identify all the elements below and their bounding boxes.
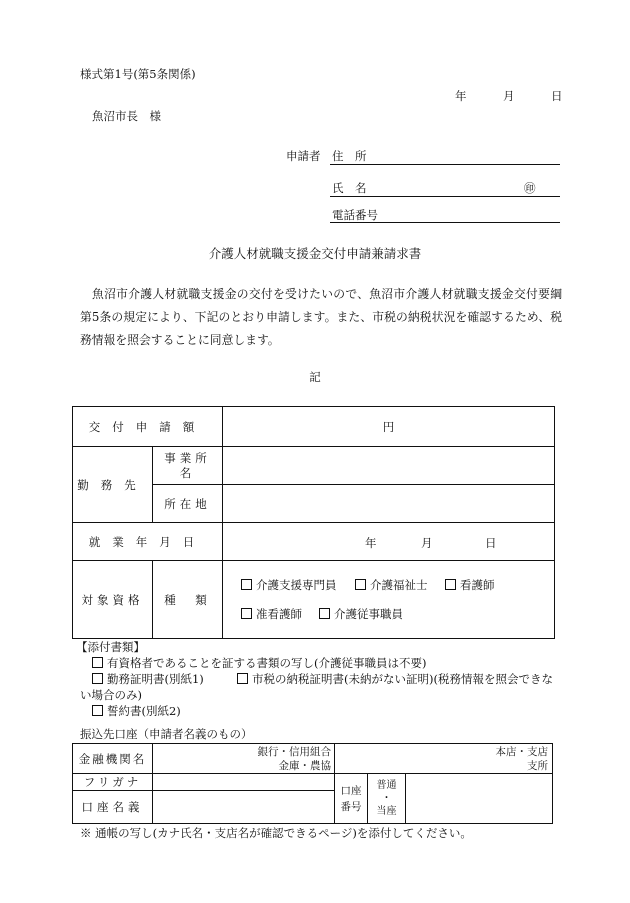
qualification-options xyxy=(223,561,555,639)
attachment-item-3[interactable]: 市税の納税証明書(未納がない証明)(税務情報を照会できない場合のみ) xyxy=(80,672,553,702)
account-type-field[interactable]: 普通 ・ 当座 xyxy=(368,774,406,824)
phone-field[interactable] xyxy=(330,222,560,223)
ki-mark: 記 xyxy=(309,370,321,384)
name-field[interactable] xyxy=(330,196,560,197)
option-assistant-nurse[interactable]: 准看護師 xyxy=(241,606,302,622)
emp-day: 日 xyxy=(485,536,497,550)
option-care-staff[interactable]: 介護従事職員 xyxy=(319,606,403,622)
date-day: 日 xyxy=(551,89,563,103)
account-number-field[interactable] xyxy=(406,774,553,824)
applicant-label: 申請者 xyxy=(286,149,321,163)
attachment-item-2[interactable]: 勤務証明書(別紙1) xyxy=(92,671,204,687)
qualification-label: 対象資格 xyxy=(73,561,153,639)
checkbox-icon xyxy=(237,673,248,684)
amount-label: 交付申請額 xyxy=(73,407,223,447)
account-number-label: 口座 番号 xyxy=(335,774,368,824)
document-title: 介護人材就職支援金交付申請兼請求書 xyxy=(208,246,422,261)
option-care-worker[interactable]: 介護福祉士 xyxy=(355,577,428,593)
addressee: 魚沼市長 様 xyxy=(92,109,161,123)
checkbox-icon xyxy=(241,608,252,619)
checkbox-icon xyxy=(445,579,456,590)
emp-year: 年 xyxy=(365,536,377,550)
branch-types-1: 本店・支店 xyxy=(495,745,548,758)
attachments-header: 【添付書類】 xyxy=(76,640,145,654)
checkbox-icon xyxy=(319,608,330,619)
office-name-field[interactable] xyxy=(223,447,555,485)
workplace-label: 勤務先 xyxy=(73,447,153,523)
amount-field[interactable] xyxy=(223,407,555,447)
phone-label: 電話番号 xyxy=(332,208,378,222)
furigana-label: フリガナ xyxy=(73,774,153,791)
seal-mark: ㊞ xyxy=(524,181,536,195)
option-nurse[interactable]: 看護師 xyxy=(445,577,495,593)
checkbox-icon xyxy=(241,579,252,590)
bank-header: 振込先口座（申請者名義のもの） xyxy=(80,727,253,741)
body-text: 魚沼市介護人材就職支援金の交付を受けたいので、魚沼市介護人材就職支援金交付要綱第5条の規定により、下記のとおり申請します。また、市税の納税状況を確認するため、税務情報を照会することに同意します。 xyxy=(80,287,562,347)
address-field[interactable] xyxy=(330,164,560,165)
emp-month: 月 xyxy=(421,536,433,550)
branch-field[interactable] xyxy=(335,744,553,774)
amount-unit: 円 xyxy=(382,419,395,434)
address-label: 住 所 xyxy=(332,149,367,163)
office-name-label: 事業所名 xyxy=(153,447,223,485)
date-month: 月 xyxy=(503,89,515,103)
name-label: 氏 名 xyxy=(332,181,367,195)
employment-date-label: 就業年月日 xyxy=(73,523,223,561)
location-field[interactable] xyxy=(223,485,555,523)
checkbox-icon xyxy=(92,705,103,716)
checkbox-icon xyxy=(92,657,103,668)
form-number: 様式第1号(第5条関係) xyxy=(80,67,196,81)
furigana-field[interactable] xyxy=(153,774,335,791)
employment-date-field[interactable] xyxy=(223,523,555,561)
branch-types-2: 支所 xyxy=(527,759,548,772)
option-care-manager[interactable]: 介護支援専門員 xyxy=(241,577,337,593)
institution-field[interactable] xyxy=(153,744,335,774)
inst-types-2: 金庫・農協 xyxy=(278,759,331,772)
type-label: 種 類 xyxy=(153,561,223,639)
passbook-note: ※ 通帳の写し(カナ氏名・支店名が確認できるページ)を添付してください。 xyxy=(80,826,472,840)
bank-table xyxy=(72,743,553,824)
checkbox-icon xyxy=(355,579,366,590)
application-table xyxy=(72,406,555,639)
institution-label: 金融機関名 xyxy=(73,744,153,774)
location-label: 所在地 xyxy=(153,485,223,523)
attachment-item-4[interactable]: 誓約書(別紙2) xyxy=(92,703,181,719)
account-name-field[interactable] xyxy=(153,791,335,824)
attachment-item-1[interactable]: 有資格者であることを証する書類の写し(介護従事職員は不要) xyxy=(92,655,426,671)
inst-types-1: 銀行・信用組合 xyxy=(257,745,331,758)
account-name-label: 口座名義 xyxy=(73,791,153,824)
date-year: 年 xyxy=(455,89,467,103)
